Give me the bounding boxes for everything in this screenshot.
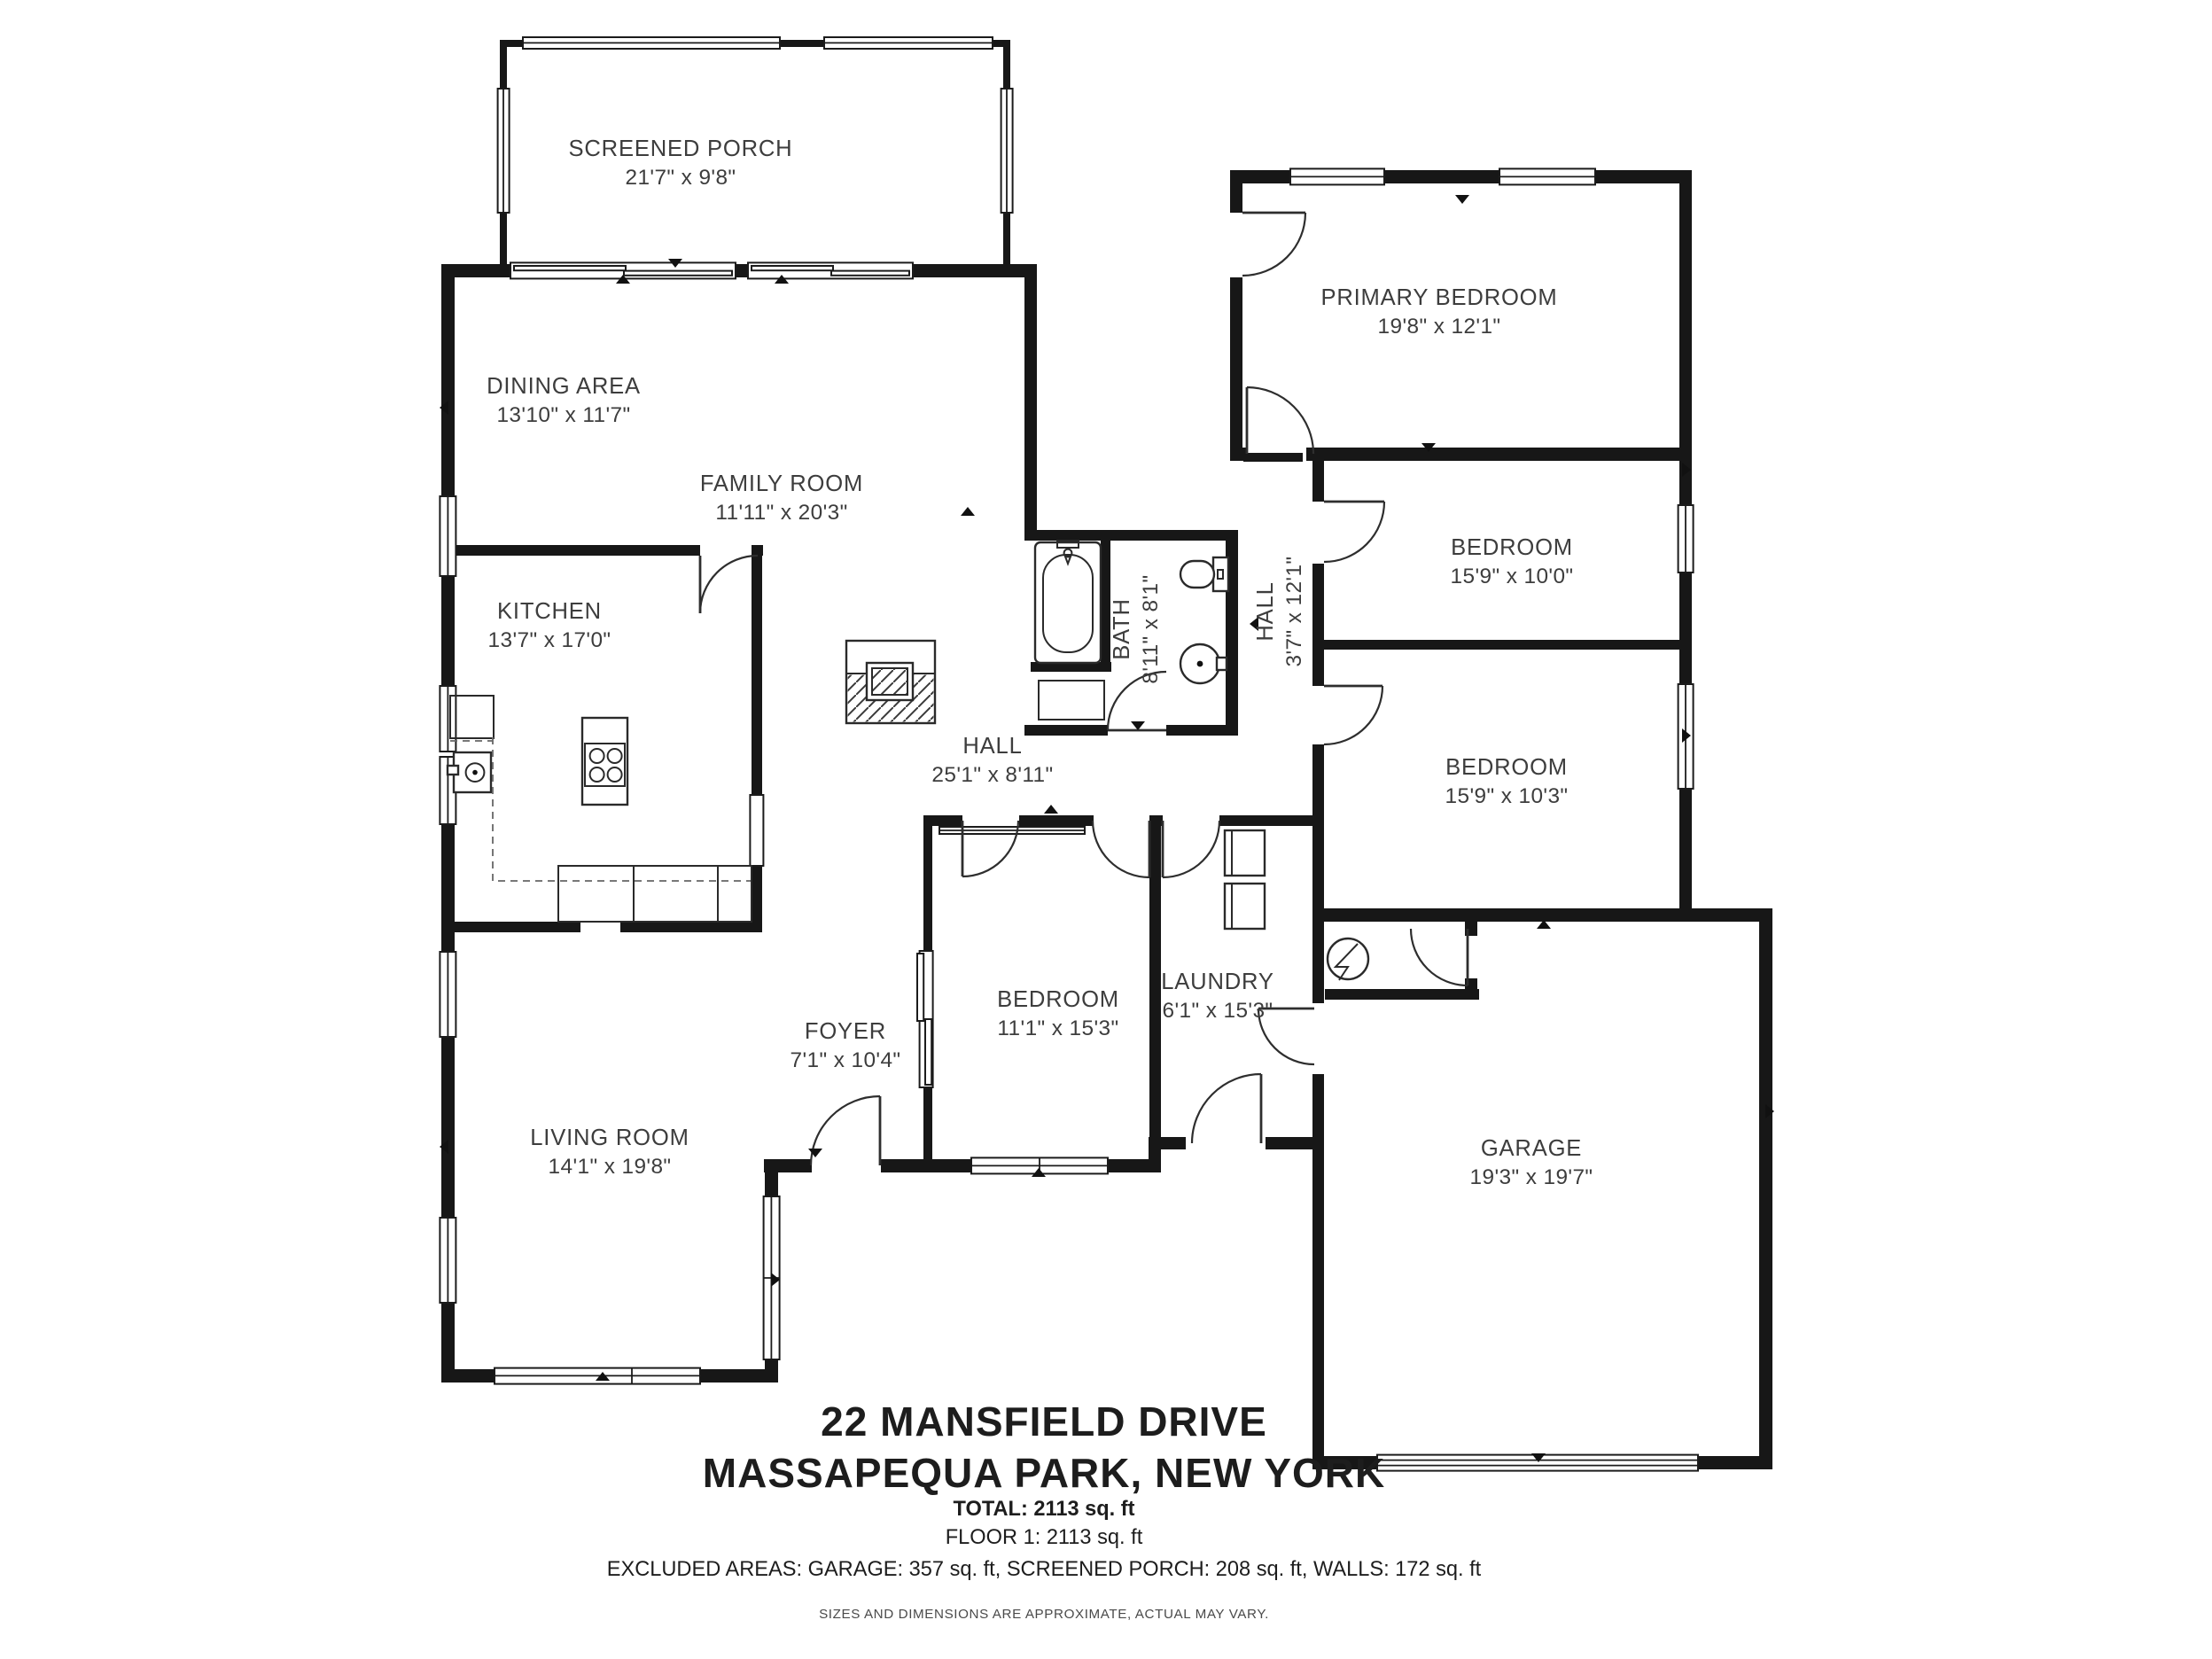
svg-text:15'9" x 10'3": 15'9" x 10'3" — [1445, 784, 1569, 808]
room-label-screened-porch — [569, 136, 793, 190]
living-bottom-window — [495, 1368, 700, 1384]
room-label-hall-vertical — [1253, 556, 1306, 666]
floor-area: FLOOR 1: 2113 sq. ft — [945, 1526, 1143, 1549]
room-label-bedroom-1 — [1451, 535, 1574, 588]
bath-sink — [1180, 644, 1227, 683]
bath-linen-closet — [1039, 681, 1104, 720]
porch-window-left — [498, 89, 510, 213]
room-label-foyer — [790, 1019, 900, 1072]
svg-text:3'7" x 12'1": 3'7" x 12'1" — [1282, 556, 1306, 667]
svg-text:BEDROOM: BEDROOM — [997, 987, 1119, 1012]
svg-text:6'1" x 15'3": 6'1" x 15'3" — [1162, 999, 1273, 1023]
porch-window-top-left — [523, 37, 780, 49]
bedroom1-window — [1678, 505, 1694, 572]
washer — [1225, 830, 1265, 876]
porch-window-top-right — [824, 37, 993, 49]
svg-text:8'11" x 8'1": 8'11" x 8'1" — [1139, 574, 1163, 684]
bedroom1-door — [1324, 502, 1384, 562]
room-label-bedroom-3 — [997, 987, 1119, 1040]
room-label-dining-area — [487, 374, 641, 427]
laundry-exterior-door — [1192, 1074, 1261, 1143]
svg-text:GARAGE: GARAGE — [1480, 1136, 1583, 1161]
svg-text:13'7" x 17'0": 13'7" x 17'0" — [487, 628, 611, 652]
room-label-living-room — [530, 1125, 689, 1179]
address-line1: 22 MANSFIELD DRIVE — [821, 1398, 1267, 1445]
svg-text:KITCHEN: KITCHEN — [497, 599, 602, 624]
room-label-hall-main — [931, 734, 1053, 787]
svg-text:FOYER: FOYER — [804, 1019, 887, 1044]
electrical-panel-icon — [1328, 939, 1368, 980]
porch-slider-2 — [748, 262, 913, 278]
room-label-laundry — [1161, 970, 1273, 1023]
svg-text:11'1" x 15'3": 11'1" x 15'3" — [997, 1016, 1119, 1040]
svg-text:BEDROOM: BEDROOM — [1445, 755, 1568, 780]
svg-text:FAMILY ROOM: FAMILY ROOM — [699, 471, 864, 496]
dryer — [1225, 884, 1265, 929]
svg-text:19'3" x 19'7": 19'3" x 19'7" — [1469, 1165, 1593, 1189]
svg-text:LIVING ROOM: LIVING ROOM — [530, 1125, 689, 1150]
room-label-primary-bedroom — [1320, 285, 1557, 339]
disclaimer: SIZES AND DIMENSIONS ARE APPROXIMATE, ACTUAL MAY VARY. — [819, 1607, 1269, 1622]
room-label-garage — [1470, 1136, 1593, 1189]
svg-text:15'9" x 10'0": 15'9" x 10'0" — [1450, 565, 1574, 588]
primary-hall-door — [1247, 387, 1313, 454]
svg-text:25'1" x 8'11": 25'1" x 8'11" — [931, 763, 1054, 787]
porch-window-right — [1001, 89, 1013, 213]
exterior-walls — [441, 170, 1772, 1469]
svg-text:HALL: HALL — [1253, 581, 1278, 642]
primary-window-2 — [1499, 168, 1595, 184]
room-label-bath — [1110, 574, 1163, 683]
fireplace — [846, 641, 935, 723]
bathtub — [1035, 541, 1101, 663]
svg-text:11'11" x 20'3": 11'11" x 20'3" — [715, 501, 848, 525]
laundry-door — [1163, 821, 1219, 877]
svg-text:21'7" x 9'8": 21'7" x 9'8" — [625, 166, 736, 190]
svg-text:HALL: HALL — [962, 734, 1023, 759]
bedroom3-door — [1093, 821, 1149, 877]
svg-text:DINING AREA: DINING AREA — [487, 374, 641, 399]
bedroom2-door — [1324, 686, 1382, 744]
kitchen-door — [700, 556, 758, 613]
front-door — [811, 1096, 880, 1165]
svg-text:19'8" x 12'1": 19'8" x 12'1" — [1377, 315, 1501, 339]
svg-text:7'1" x 10'4": 7'1" x 10'4" — [790, 1048, 901, 1072]
address-line2: MASSAPEQUA PARK, NEW YORK — [702, 1450, 1386, 1496]
kitchen-sink — [448, 752, 491, 792]
kitchen-passthrough — [750, 795, 763, 866]
svg-text:PRIMARY BEDROOM: PRIMARY BEDROOM — [1320, 285, 1558, 310]
svg-text:13'10" x 11'7": 13'10" x 11'7" — [496, 403, 631, 427]
svg-text:LAUNDRY: LAUNDRY — [1161, 970, 1274, 994]
room-label-family-room — [700, 471, 863, 525]
room-label-bedroom-2 — [1445, 755, 1569, 808]
excluded-areas: EXCLUDED AREAS: GARAGE: 357 sq. ft, SCREENED PORCH: 208 sq. ft, WALLS: 172 sq. ft — [606, 1558, 1482, 1581]
svg-text:BEDROOM: BEDROOM — [1451, 535, 1573, 560]
room-label-kitchen — [488, 599, 611, 652]
footer — [607, 1398, 1482, 1622]
svg-text:SCREENED PORCH: SCREENED PORCH — [568, 136, 793, 161]
bedroom3-closet-doors — [917, 951, 933, 1087]
dining-window — [440, 496, 456, 576]
svg-text:14'1" x 19'8": 14'1" x 19'8" — [548, 1155, 672, 1179]
living-window-1 — [440, 952, 456, 1037]
primary-window-1 — [1290, 168, 1384, 184]
base-cabinets — [558, 866, 752, 922]
primary-side-entry-door — [1242, 213, 1305, 276]
garage-vestibule-door — [1411, 929, 1468, 985]
toilet — [1180, 557, 1228, 591]
cooktop-island — [582, 718, 627, 805]
living-window-2 — [440, 1218, 456, 1303]
total-area: TOTAL: 2113 sq. ft — [953, 1498, 1135, 1521]
svg-text:BATH: BATH — [1110, 598, 1134, 660]
